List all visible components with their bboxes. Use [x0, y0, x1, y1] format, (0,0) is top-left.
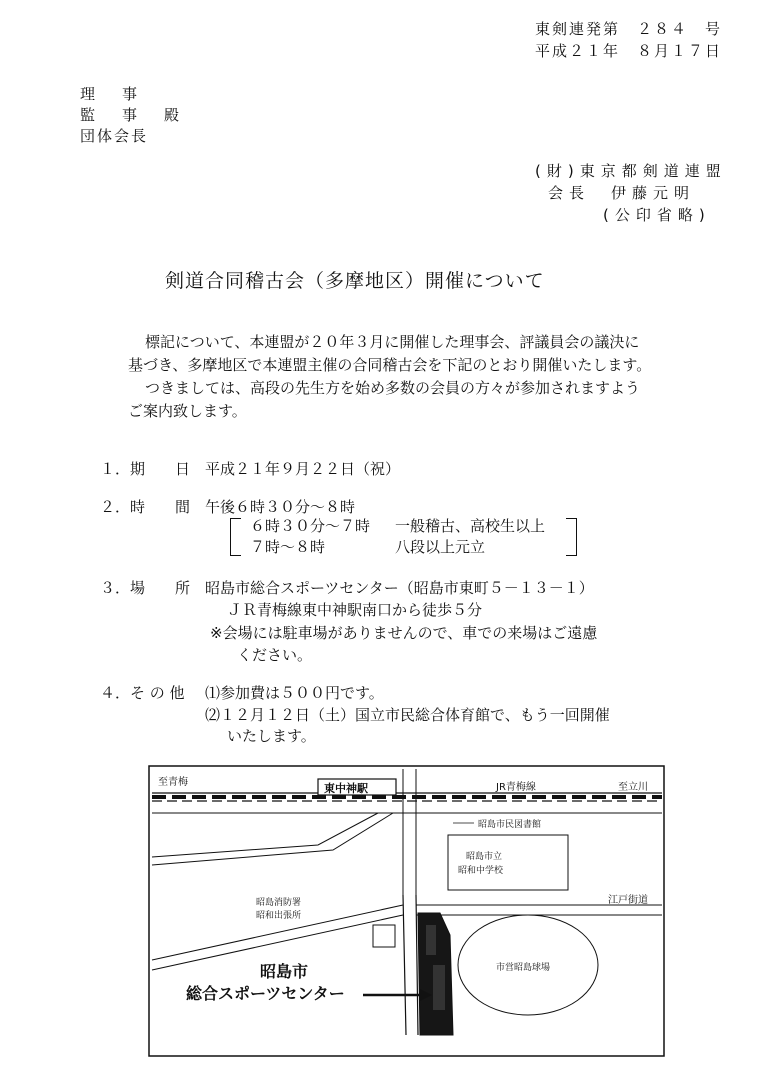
library-label: 昭島市民図書館: [478, 820, 542, 830]
document-title: 剣道合同稽古会（多摩地区）開催について: [165, 270, 545, 292]
sender-organization: (財)東京都剣道連盟: [535, 162, 727, 180]
jr-line-label: JR青梅線: [496, 782, 536, 793]
item-place-label: ３．場 所: [100, 579, 191, 597]
schedule-time-2: ７時～８時: [250, 538, 326, 556]
item-other-second-session: ⑵１２月１２日（土）国立市民総合体育館で、もう一回開催: [205, 706, 610, 724]
venue-detail-2: [433, 965, 445, 1010]
schedule-desc-1: 一般稽古、高校生以上: [395, 517, 546, 535]
item-date-label: １．期 日: [100, 460, 191, 478]
schedule-bracket-right: [566, 518, 577, 556]
document-number: 東剣連発第 ２８４ 号: [535, 20, 723, 38]
body-line-1: 標記について、本連盟が２０年３月に開催した理事会、評議員会の議決に: [145, 333, 640, 351]
item-place-note-2: ください。: [237, 646, 313, 664]
to-ome-label: 至青梅: [158, 777, 188, 788]
schedule-desc-2: 八段以上元立: [395, 538, 486, 556]
edo-road-label: 江戸街道: [608, 895, 648, 906]
item-time-value: 午後６時３０分～８時: [205, 498, 356, 516]
item-place-access: ＪＲ青梅線東中神駅南口から徒歩５分: [227, 601, 483, 619]
map-frame: [149, 766, 664, 1056]
access-map: [148, 765, 665, 1057]
item-time-label: ２．時 間: [100, 498, 191, 516]
item-other-fee: ⑴参加費は５００円です。: [205, 684, 384, 702]
sender-seal-note: (公印省略): [603, 206, 711, 224]
to-tachikawa-label: 至立川: [618, 782, 648, 793]
station-label: 東中神駅: [324, 782, 368, 795]
fire-station-label-1: 昭島消防署: [256, 898, 302, 908]
body-line-2: 基づき、多摩地区で本連盟主催の合同稽古会を下記のとおり開催いたします。: [128, 356, 652, 374]
school-label-1: 昭島市立: [466, 852, 503, 862]
schedule-time-1: ６時３０分～７時: [250, 517, 371, 535]
item-other-label: ４．そ の 他: [100, 684, 185, 702]
stadium-label: 市営昭島球場: [496, 963, 551, 973]
item-place-value: 昭島市総合スポーツセンター（昭島市東町５－１３－１）: [205, 579, 594, 597]
fire-station-label-2: 昭和出張所: [256, 911, 302, 921]
item-other-second-session-cont: いたします。: [227, 727, 316, 745]
recipient-directors: 理 事: [80, 85, 144, 103]
sender-president: 会長 伊藤元明: [548, 184, 696, 202]
recipient-auditors: 監 事 殿: [80, 106, 186, 124]
fire-station-building: [373, 925, 395, 947]
body-line-3: つきましては、高段の先生方を始め多数の会員の方々が参加されますよう: [145, 379, 641, 397]
venue-label-1: 昭島市: [260, 962, 309, 981]
school-label-2: 昭和中学校: [458, 866, 504, 876]
schedule-bracket-left: [230, 518, 241, 556]
school-block: [448, 835, 568, 890]
document-date: 平成２１年 ８月１７日: [535, 42, 723, 60]
item-place-note-1: ※会場には駐車場がありませんので、車での来場はご遠慮: [210, 624, 598, 642]
item-date-value: 平成２１年９月２２日（祝）: [205, 460, 401, 478]
recipient-group-heads: 団体会長: [80, 127, 149, 145]
venue-detail-1: [426, 925, 436, 955]
venue-label-2: 総合スポーツセンター: [186, 984, 345, 1003]
body-line-4: ご案内致します。: [128, 402, 247, 420]
